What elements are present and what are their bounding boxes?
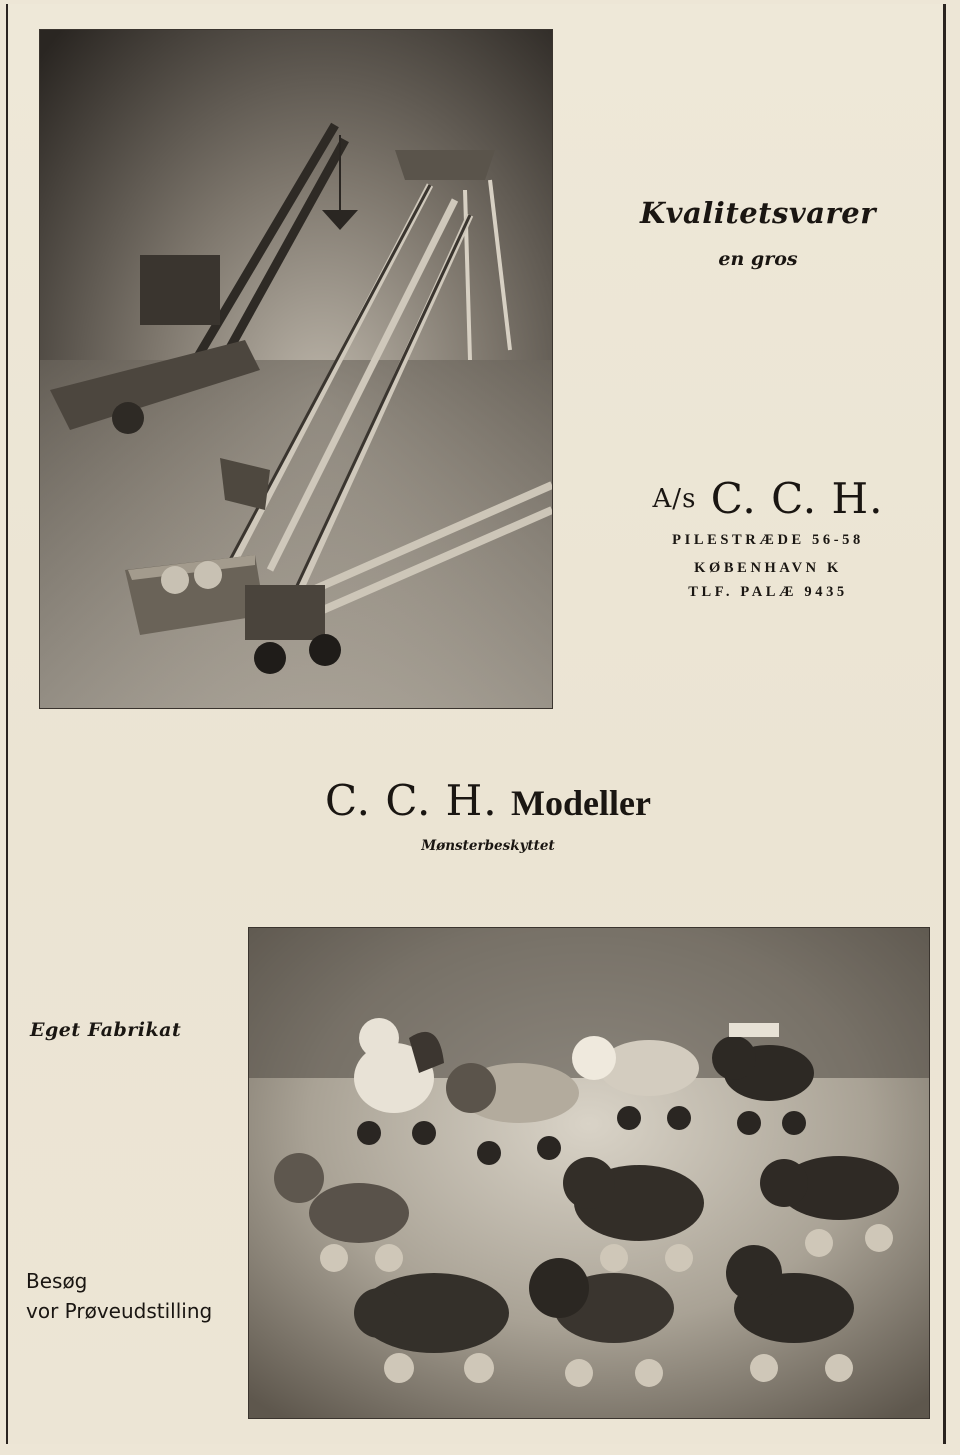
models-word: Modeller — [511, 783, 651, 823]
company-prefix: A/s — [652, 484, 697, 514]
own-make-label: Eget Fabrikat — [30, 1019, 182, 1041]
headline-quality-goods: Kvalitetsvarer — [639, 196, 877, 230]
visit-line-2: vor Prøveudstilling — [26, 1299, 213, 1323]
animal-toys-illustration — [249, 928, 929, 1418]
address-city: KØBENHAVN K — [694, 560, 842, 576]
company-initials: C. C. H. — [710, 474, 884, 523]
models-brand: C. C. H. — [325, 776, 498, 825]
address-phone: TLF. PALÆ 9435 — [688, 584, 848, 600]
ad-page — [6, 4, 946, 1444]
visit-showroom-text — [26, 1266, 246, 1326]
crane-toys-illustration — [40, 30, 552, 708]
visit-line-1: Besøg — [26, 1269, 88, 1293]
headline-wholesale: en gros — [718, 248, 798, 270]
company-name — [598, 474, 938, 523]
address-street: PILESTRÆDE 56-58 — [672, 532, 864, 548]
animal-toys-photo — [249, 928, 929, 1418]
crane-toys-photo — [40, 30, 552, 708]
models-title — [208, 776, 768, 825]
models-subtitle: Mønsterbeskyttet — [421, 838, 555, 854]
